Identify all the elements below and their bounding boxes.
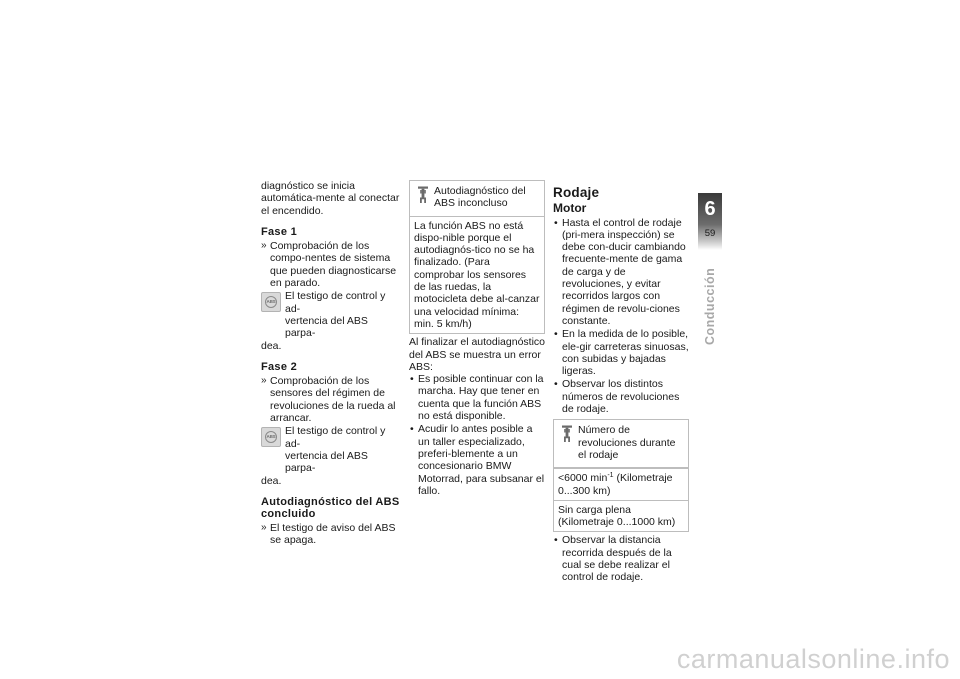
rpm-table (553, 419, 689, 532)
fase2-indicator-line2: vertencia del ABS parpa- (285, 449, 368, 475)
table-row: <6000 $\min^{-1}$ (Kilometraje 0...300 km) (554, 468, 688, 500)
abs-inconcluso-box (409, 180, 545, 334)
chapter-tab (698, 193, 722, 250)
concluido-heading: Autodiagnóstico del ABS concluido (261, 495, 400, 520)
chapter-name: Conducción (703, 267, 717, 345)
abs-warning-lamp-icon: ABS (261, 427, 281, 447)
rpm-table-head (554, 420, 688, 468)
list-item: • Observar los distintos números de revoluciones de rodaje. (553, 378, 689, 415)
table-row: Sin carga plena (Kilometraje 0...1000 km) (554, 500, 688, 532)
list-item: • Acudir lo antes posible a un taller especializado, preferi-blemente a un concesionario BMW Motorrad, para subsanar el fallo. (409, 423, 545, 497)
column-2 (409, 180, 545, 498)
watermark: carmanualsonline.info (676, 644, 950, 674)
section-heading: Rodaje (553, 185, 600, 200)
after-box-text: Al finalizar el autodiagnóstico del ABS se muestra un error ABS: (409, 336, 545, 373)
abs-inconcluso-title: Autodiagnóstico del ABS inconcluso (434, 185, 526, 210)
abs-inconcluso-box-head (410, 181, 544, 217)
abs-warning-lamp-icon: ABS (261, 292, 281, 312)
fase2-step: » Comprobación de los sensores del régimen de revoluciones de la rueda al arrancar. (261, 375, 401, 424)
subsection-heading: Motor (553, 201, 587, 216)
column-3 (553, 180, 689, 585)
fase1-step: » Comprobación de los compo-nentes de sistema que pueden diagnosticarse en parado. (261, 240, 401, 289)
fase2-indicator-line3: dea. (261, 474, 282, 487)
list-item: • Es posible continuar con la marcha. Hay que tener en cuenta que la función ABS no está disponible. (409, 373, 545, 422)
fase2-indicator (261, 425, 401, 486)
page-number: 59 (704, 228, 716, 239)
fase1-indicator-line1: El testigo de control y ad- (285, 290, 386, 315)
fase1-indicator-line3: dea. (261, 339, 282, 352)
concluido-step: » El testigo de aviso del ABS se apaga. (261, 522, 401, 547)
fase2-heading: Fase 2 (261, 360, 298, 373)
list-item: • En la medida de lo posible, ele-gir carreteras sinuosas, con subidas y bajadas ligeras. (553, 328, 689, 377)
chapter-number: 6 (704, 198, 716, 220)
rpm-table-title: Número de revoluciones durante el rodaje (578, 424, 676, 461)
abs-inconcluso-body: La función ABS no está dispo-nible porque el autodiagnós-tico no se ha finalizado. (Para comprobar los sensores de las ruedas, la motocicleta debe al-canzar una velocidad mínima: min. 5 km/h) (414, 219, 540, 330)
intro-text: diagnóstico se inicia automática-mente al conectar el encendido. (261, 180, 400, 217)
service-wrench-icon (561, 425, 573, 443)
fase2-indicator-line1: El testigo de control y ad- (285, 425, 386, 450)
fase1-heading: Fase 1 (261, 225, 298, 238)
service-wrench-icon (417, 186, 429, 204)
list-item: • Hasta el control de rodaje (pri-mera inspección) se debe con-ducir cambiando frecuente-mente de gama de carga y de revoluciones, y evitar recorridos largos con régimen de revolu-ciones constante. (553, 217, 689, 328)
column-1 (261, 180, 401, 547)
list-item: • Observar la distancia recorrida después de la cual se debe realizar el control de rodaje. (553, 534, 689, 583)
fase1-indicator (261, 290, 401, 351)
fase1-indicator-line2: vertencia del ABS parpa- (285, 314, 368, 340)
